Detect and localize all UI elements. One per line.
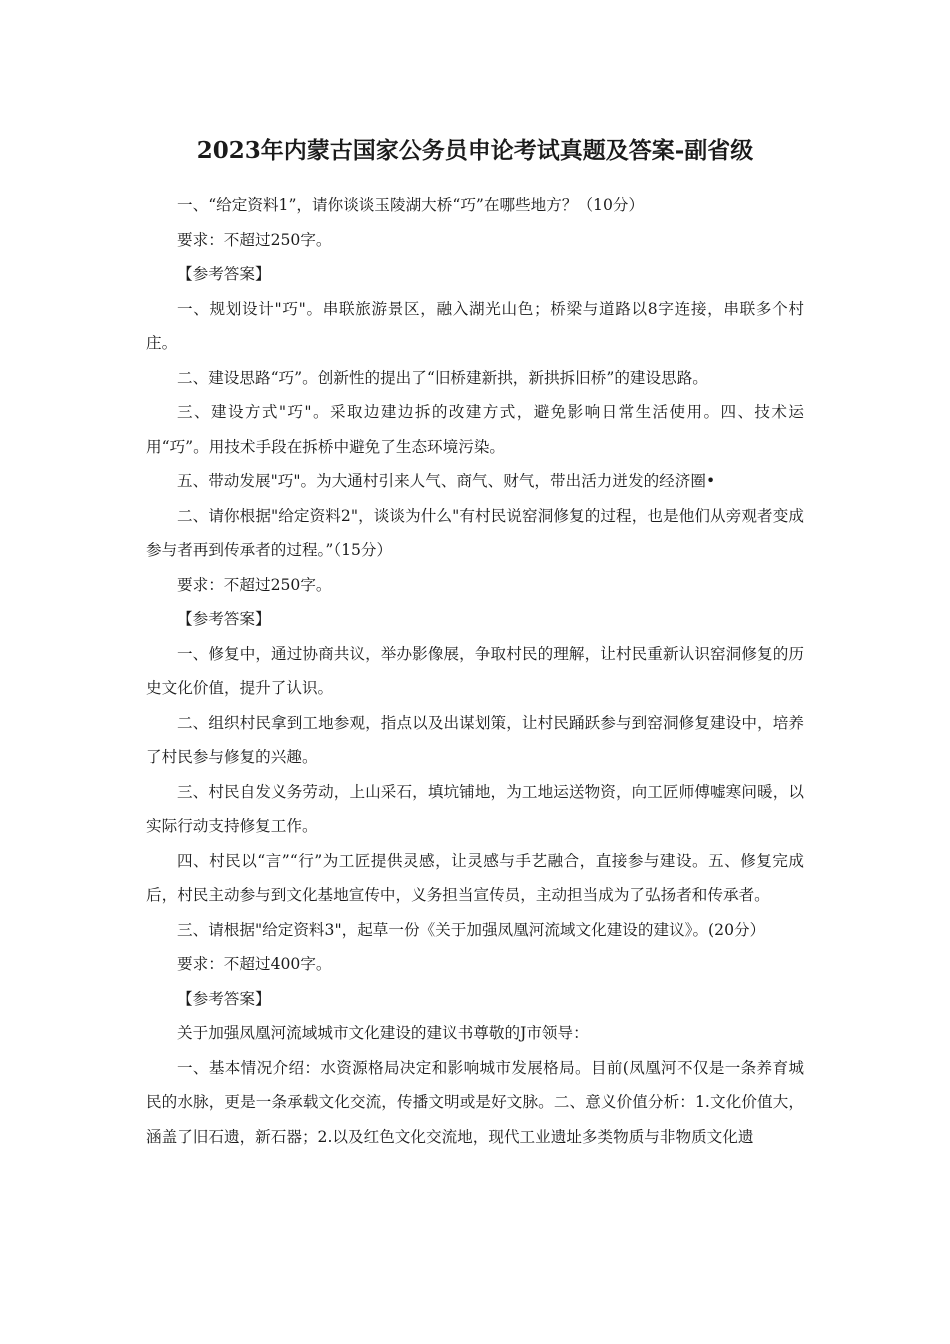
answer-1-point-3: 三、建设方式"巧"。采取边建边拆的改建方式，避免影响日常生活使用。四、技术运用“巧”。用技术手段在拆桥中避免了生态环境污染。 xyxy=(146,403,804,456)
answer-heading-1: 【参考答案】 xyxy=(177,265,271,283)
requirement-2: 要求：不超过250字。 xyxy=(177,575,332,594)
requirement-3: 要求：不超过400字。 xyxy=(177,955,332,973)
answer-2-point-1: 一、修复中，通过协商共议，举办影像展，争取村民的理解，让村民重新认识窑洞修复的历史文化价值，提升了认识。 xyxy=(146,644,804,697)
answer-1-point-5: 五、带动发展"巧"。为大通村引来人气、商气、财气，带出活力迸发的经济圈• xyxy=(177,472,716,490)
requirement-1: 要求：不超过250字。 xyxy=(177,230,332,249)
answer-heading-3: 【参考答案】 xyxy=(177,989,271,1008)
answer-1-point-1: 一、规划设计"巧"。串联旅游景区，融入湖光山色；桥梁与道路以8字连接，串联多个村庄。 xyxy=(146,299,804,352)
question-3: 三、请根据"给定资料3"，起草一份《关于加强凤凰河流域文化建设的建议》。(20分） xyxy=(177,920,766,939)
answer-2-point-2: 二、组织村民拿到工地参观，指点以及出谋划策，让村民踊跃参与到窑洞修复建设中，培养了村民参与修复的兴趣。 xyxy=(146,713,804,766)
answer-heading-2: 【参考答案】 xyxy=(177,610,271,628)
answer-3-salutation: 关于加强凤凰河流域城市文化建设的建议书尊敬的J市领导： xyxy=(177,1024,589,1042)
answer-3-body: 一、基本情况介绍：水资源格局决定和影响城市发展格局。目前(凤凰河不仅是一条养育城民的水脉，更是一条承载文化交流，传播文明或是好文脉。二、意义价值分析：1.文化价值大，涵盖了旧石遗，新石器；2.以及红色文化交流地，现代工业遗址多类物质与非物质文化遗 xyxy=(146,1058,804,1146)
answer-1-point-2: 二、建设思路“巧”。创新性的提出了“旧桥建新拱，新拱拆旧桥”的建设思路。 xyxy=(177,368,708,387)
question-2: 二、请你根据"给定资料2"，谈谈为什么"有村民说窑洞修复的过程，也是他们从旁观者变成参与者再到传承者的过程。”（15分） xyxy=(146,506,804,559)
document-title: 2023年内蒙古国家公务员申论考试真题及答案-副省级 xyxy=(196,137,754,164)
answer-2-point-4: 四、村民以“言”“行”为工匠提供灵感，让灵感与手艺融合，直接参与建设。五、修复完成后，村民主动参与到文化基地宣传中，义务担当宣传员，主动担当成为了弘扬者和传承者。 xyxy=(146,851,804,904)
answer-2-point-3: 三、村民自发义务劳动，上山采石，填坑铺地，为工地运送物资，向工匠师傅嘘寒问暖，以实际行动支持修复工作。 xyxy=(146,782,804,835)
question-1: 一、“给定资料1”，请你谈谈玉陵湖大桥“巧”在哪些地方？（10分） xyxy=(177,196,645,214)
document-body xyxy=(146,188,804,1154)
